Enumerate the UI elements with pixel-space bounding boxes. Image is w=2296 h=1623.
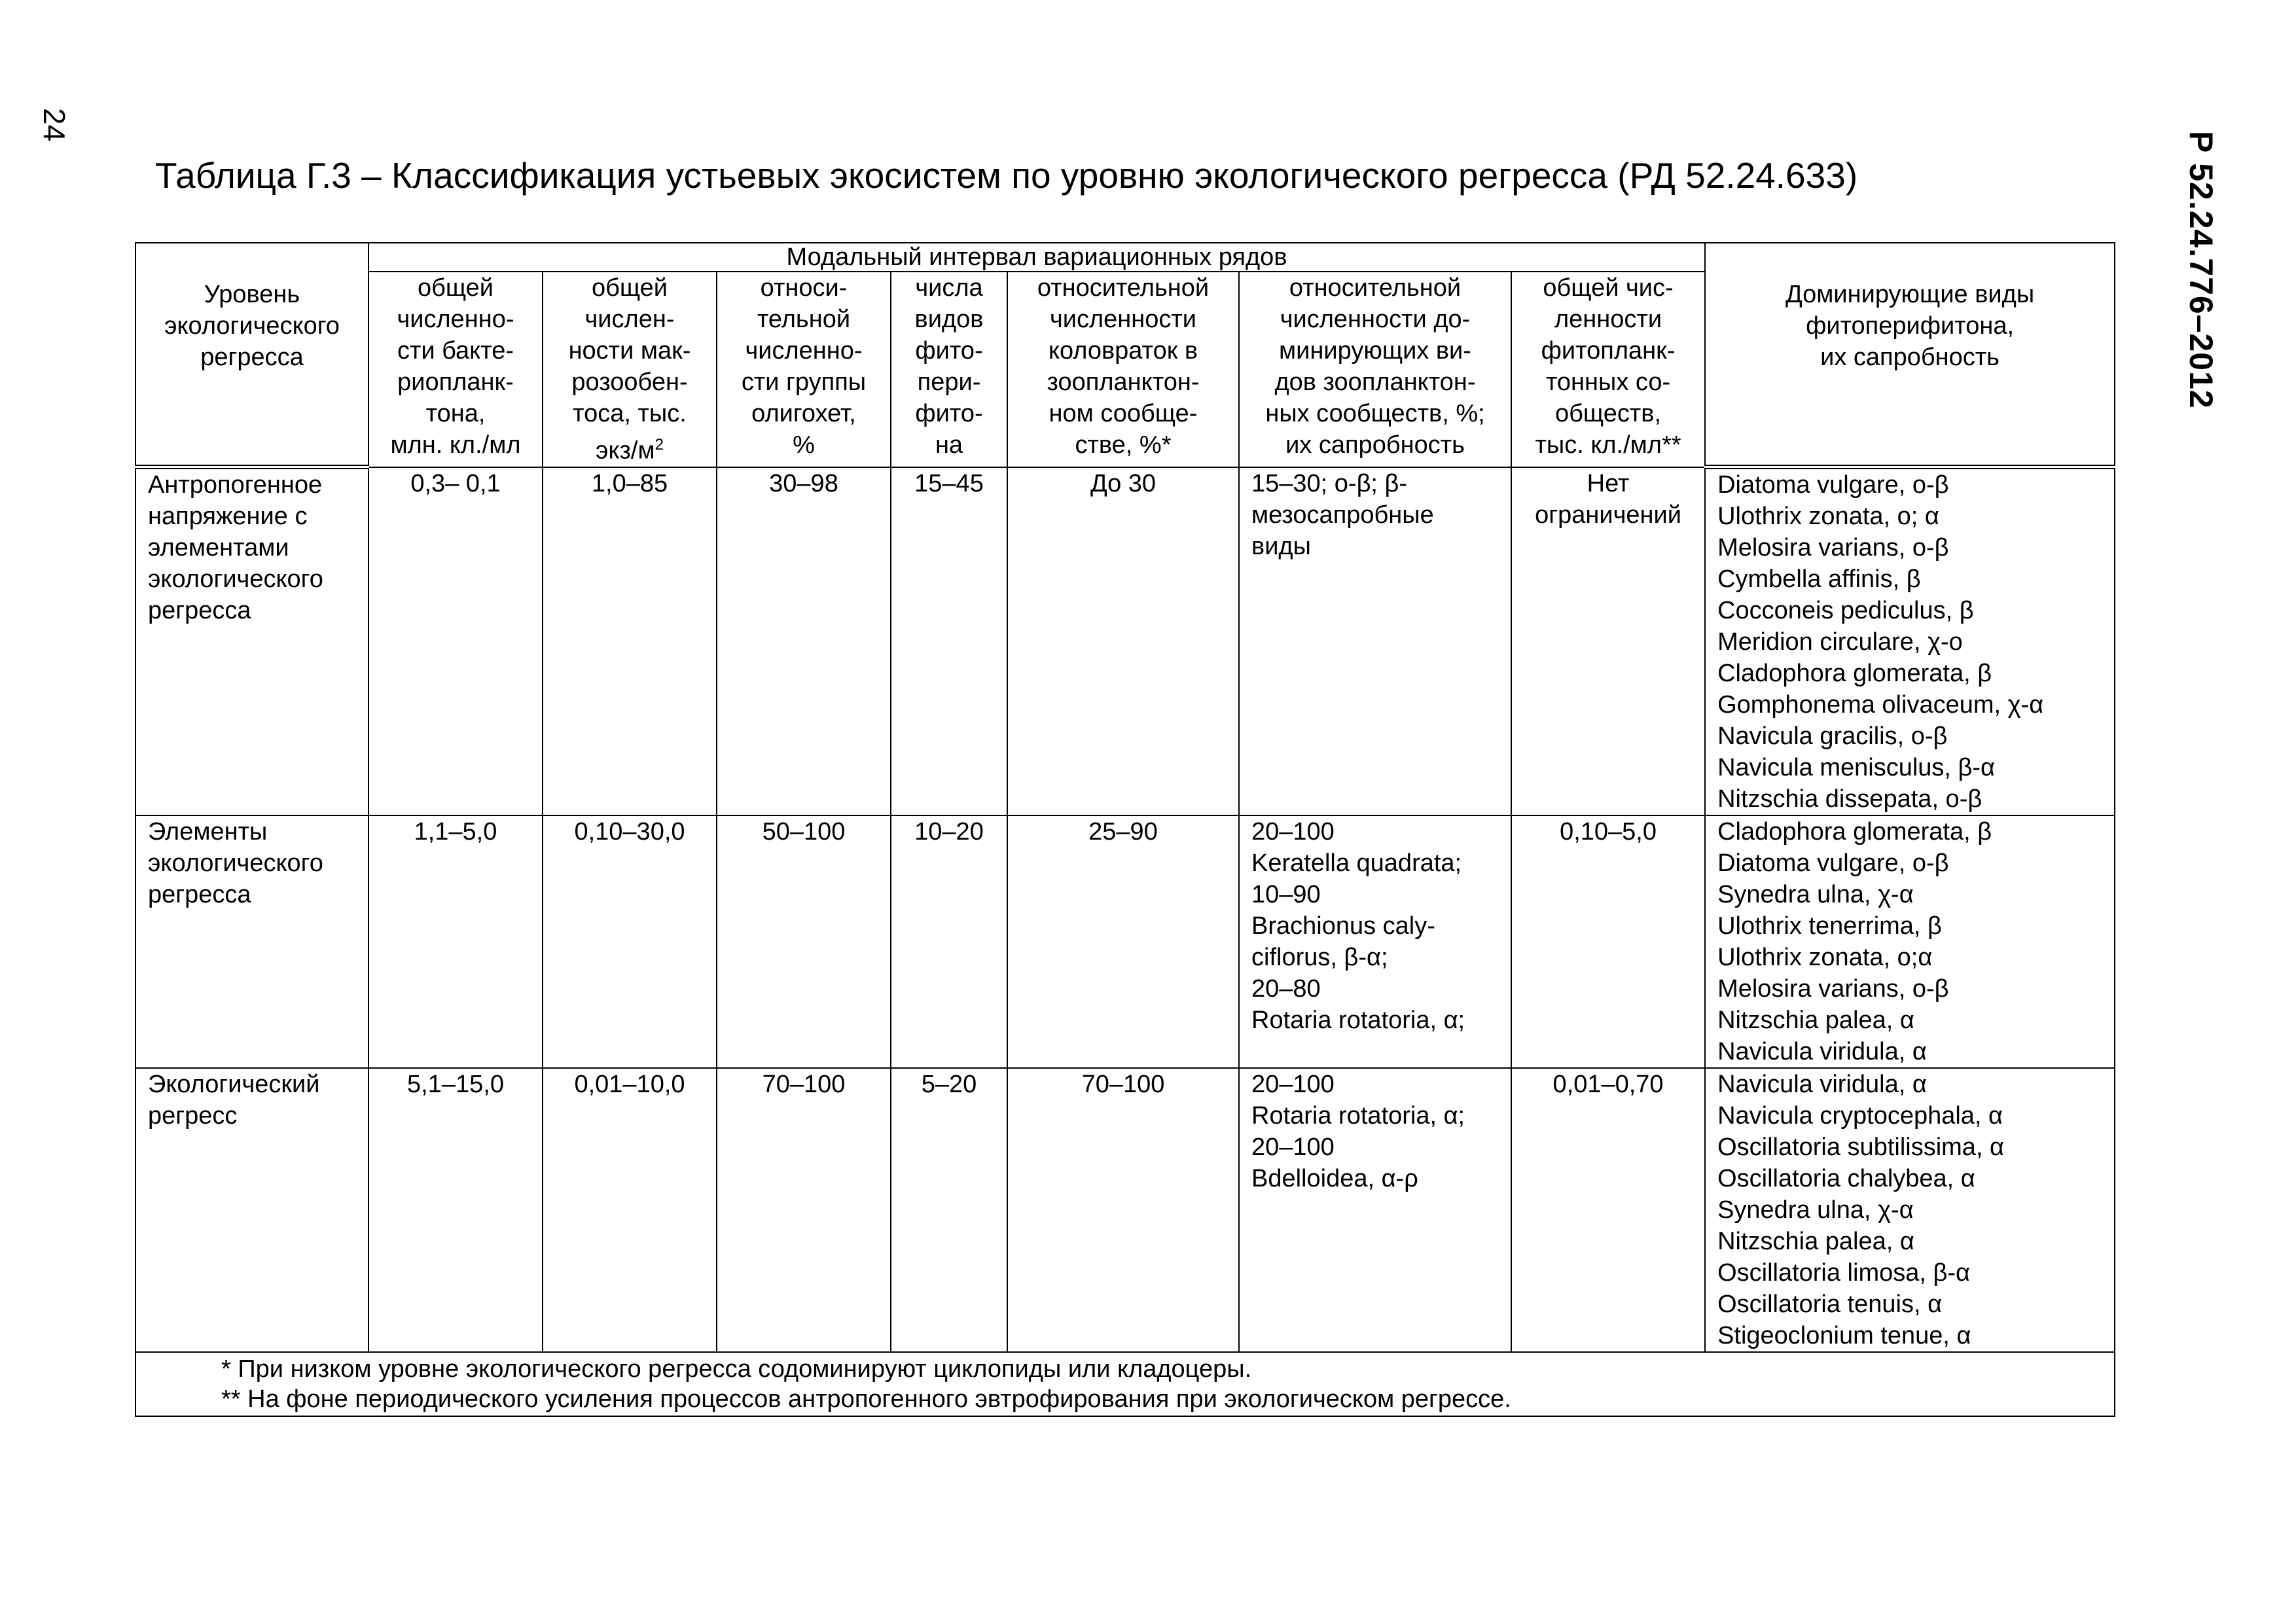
cell-level-line: регресса xyxy=(148,597,251,625)
cell-zooplankton-dominants-line: Rotaria rotatoria, α; xyxy=(1251,1007,1465,1035)
cell-oligochaeta: 30–98 xyxy=(717,467,891,816)
cell-rotifers: 25–90 xyxy=(1007,815,1239,1068)
header-level-line: Уровень xyxy=(204,281,300,308)
header-dominant-line: Доминирующие виды xyxy=(1785,281,2035,308)
header-macrozoobenthos xyxy=(543,272,717,467)
cell-oligochaeta: 50–100 xyxy=(717,815,891,1068)
cell-level xyxy=(135,815,368,1068)
cell-macrozoobenthos: 0,01–10,0 xyxy=(543,1068,717,1352)
cell-dominant-species-line: Ulothrix tenerrima, β xyxy=(1717,912,1942,940)
header-line: пери- xyxy=(917,368,981,396)
header-line: видов xyxy=(914,306,984,333)
header-line: на xyxy=(935,431,963,459)
cell-dominant-species-line: Oscillatoria subtilissima, α xyxy=(1717,1133,2005,1162)
header-line: ных сообществ, %; xyxy=(1265,400,1485,427)
cell-dominant-species-line: Melosira varians, о-β xyxy=(1717,975,1949,1003)
header-line: численности до- xyxy=(1280,306,1471,333)
cell-level xyxy=(135,467,368,816)
header-line: ленности xyxy=(1554,306,1662,333)
cell-phytoplankton-line: ограничений xyxy=(1535,501,1681,529)
cell-dominant-species-line: Melosira varians, о-β xyxy=(1717,534,1949,562)
table-row xyxy=(135,815,2115,1068)
header-level-line: экологического xyxy=(164,312,340,340)
cell-dominant-species-line: Synedra ulna, χ-α xyxy=(1717,1196,1914,1224)
header-line: фито- xyxy=(915,400,983,427)
header-line: относи- xyxy=(760,274,848,302)
cell-dominant-species-line: Cymbella affinis, β xyxy=(1717,565,1921,594)
cell-dominant-species-line: Ulothrix zonata, о; α xyxy=(1717,503,1939,531)
header-line: общей xyxy=(591,274,668,302)
cell-level-line: экологического xyxy=(148,565,323,594)
cell-zooplankton-dominants-line: 20–100 xyxy=(1251,1071,1335,1099)
cell-dominant-species-line: Navicula viridula, α xyxy=(1717,1071,1927,1099)
header-line: относительной xyxy=(1037,274,1210,302)
cell-level-line: Экологический xyxy=(148,1071,320,1099)
header-line xyxy=(548,429,711,467)
cell-zooplankton-dominants xyxy=(1239,467,1511,816)
cell-zooplankton-dominants-line: Brachionus caly- xyxy=(1251,912,1435,940)
cell-dominant-species-line: Cladophora glomerata, β xyxy=(1717,660,1992,688)
header-level xyxy=(135,243,368,467)
cell-dominant-species-line: Nitzschia palea, α xyxy=(1717,1007,1914,1035)
cell-bacterio: 0,3– 0,1 xyxy=(368,467,543,816)
header-line: численно- xyxy=(745,337,863,365)
cell-dominant-species-line: Stigeoclonium tenue, α xyxy=(1717,1322,1971,1350)
header-line: их сапробность xyxy=(1285,431,1465,459)
cell-zooplankton-dominants-line: ciflorus, β-α; xyxy=(1251,944,1388,972)
cell-level xyxy=(135,1068,368,1352)
cell-phytoplankton xyxy=(1511,467,1705,816)
header-line: тоса, тыс. xyxy=(573,400,687,427)
cell-dominant-species-line: Navicula cryptocephala, α xyxy=(1717,1102,2003,1130)
cell-phytoplankton-line: 0,01–0,70 xyxy=(1552,1071,1664,1099)
cell-level-line: Элементы xyxy=(148,818,268,846)
cell-zooplankton-dominants-line: Keratella quadrata; xyxy=(1251,849,1462,878)
cell-level-line: напряжение с xyxy=(148,503,308,531)
header-level-line: регресса xyxy=(200,344,304,371)
header-unit-exponent: 2 xyxy=(655,436,664,454)
header-line: зоопланктон- xyxy=(1047,368,1200,396)
cell-dominant-species-line: Synedra ulna, χ-α xyxy=(1717,881,1914,909)
cell-zooplankton-dominants-line: 20–100 xyxy=(1251,818,1335,846)
cell-bacterio: 1,1–5,0 xyxy=(368,815,543,1068)
cell-dominant-species-line: Gomphonema olivaceum, χ-α xyxy=(1717,691,2044,719)
cell-dominant-species-line: Diatoma vulgare, о-β xyxy=(1717,849,1949,878)
header-dominant-line: фитоперифитона, xyxy=(1806,312,2015,340)
header-line: фито- xyxy=(915,337,983,365)
cell-level-line: экологического xyxy=(148,849,323,878)
cell-dominant-species-line: Nitzschia palea, α xyxy=(1717,1228,1914,1256)
cell-zooplankton-dominants xyxy=(1239,815,1511,1068)
header-line: олигохет, xyxy=(751,400,856,427)
header-line: стве, %* xyxy=(1075,431,1172,459)
header-line: риопланк- xyxy=(397,368,514,396)
cell-phyto-species: 5–20 xyxy=(891,1068,1007,1352)
header-line: тыс. кл./мл** xyxy=(1535,431,1681,459)
header-line: общей xyxy=(417,274,494,302)
cell-oligochaeta: 70–100 xyxy=(717,1068,891,1352)
header-phytoplankton xyxy=(1511,272,1705,467)
cell-phytoplankton-line: Нет xyxy=(1587,469,1630,497)
document-code: Р 52.24.776–2012 xyxy=(2183,131,2219,409)
header-line: сти группы xyxy=(741,368,867,396)
cell-dominant-species-line: Navicula viridula, α xyxy=(1717,1038,1927,1066)
classification-table xyxy=(135,242,2115,1417)
cell-level-line: Антропогенное xyxy=(148,471,323,499)
table-row xyxy=(135,467,2115,816)
cell-zooplankton-dominants-line: Rotaria rotatoria, α; xyxy=(1251,1102,1465,1130)
cell-zooplankton-dominants-line: 20–100 xyxy=(1251,1133,1335,1162)
cell-phytoplankton xyxy=(1511,1068,1705,1352)
cell-dominant-species-line: Nitzschia dissepata, о-β xyxy=(1717,785,1982,813)
cell-zooplankton-dominants-line: 15–30; о-β; β- xyxy=(1251,469,1408,497)
cell-bacterio: 5,1–15,0 xyxy=(368,1068,543,1352)
header-line: коловраток в xyxy=(1048,337,1198,365)
header-line: тельной xyxy=(757,306,851,333)
cell-dominant-species xyxy=(1705,815,2115,1068)
table-row xyxy=(135,1068,2115,1352)
cell-phyto-species: 10–20 xyxy=(891,815,1007,1068)
header-line: ности мак- xyxy=(568,337,691,365)
header-line: численности xyxy=(1049,306,1197,333)
header-line: минирующих ви- xyxy=(1279,337,1471,365)
cell-phyto-species: 15–45 xyxy=(891,467,1007,816)
table-footnotes xyxy=(135,1352,2115,1416)
header-unit: экз/м xyxy=(596,437,655,465)
header-oligochaeta xyxy=(717,272,891,467)
cell-zooplankton-dominants xyxy=(1239,1068,1511,1352)
header-line: общей чис- xyxy=(1543,274,1674,302)
header-line: тонных со- xyxy=(1545,368,1671,396)
header-line: численно- xyxy=(397,306,514,333)
cell-dominant-species-line: Cladophora glomerata, β xyxy=(1717,818,1992,846)
cell-level-line: элементами xyxy=(148,534,289,562)
cell-macrozoobenthos: 1,0–85 xyxy=(543,467,717,816)
cell-zooplankton-dominants-line: 10–90 xyxy=(1251,881,1321,909)
cell-dominant-species-line: Ulothrix zonata, о;α xyxy=(1717,944,1933,972)
cell-phytoplankton-line: 0,10–5,0 xyxy=(1560,818,1657,846)
header-line: обществ, xyxy=(1555,400,1662,427)
cell-zooplankton-dominants-line: виды xyxy=(1251,532,1311,560)
header-rotifers xyxy=(1007,272,1239,467)
cell-zooplankton-dominants-line: мезосапробные xyxy=(1251,501,1434,529)
header-line: розообен- xyxy=(571,368,688,396)
header-modal-interval: Модальный интервал вариационных рядов xyxy=(368,243,1705,272)
footnote-1: * При низком уровне экологического регресса содоминируют циклопиды или кладоцеры. xyxy=(221,1355,1252,1383)
footnote-2: ** На фоне периодического усиления процессов антропогенного эвтрофирования при экологическом регрессе. xyxy=(221,1385,1511,1414)
header-line: фитопланк- xyxy=(1541,337,1676,365)
header-dominant-species xyxy=(1705,243,2115,467)
cell-zooplankton-dominants-line: 20–80 xyxy=(1251,975,1321,1003)
header-line: тона, xyxy=(425,400,486,427)
header-line: числен- xyxy=(584,306,675,333)
cell-dominant-species xyxy=(1705,467,2115,816)
cell-dominant-species-line: Navicula gracilis, о-β xyxy=(1717,722,1948,751)
cell-rotifers: До 30 xyxy=(1007,467,1239,816)
cell-dominant-species-line: Navicula menisculus, β-α xyxy=(1717,754,1996,782)
header-line: дов зоопланктон- xyxy=(1274,368,1476,396)
cell-dominant-species-line: Oscillatoria tenuis, α xyxy=(1717,1291,1943,1319)
cell-rotifers: 70–100 xyxy=(1007,1068,1239,1352)
header-line: относительной xyxy=(1289,274,1462,302)
header-line: млн. кл./мл xyxy=(390,431,521,459)
header-dominant-line: их сапробность xyxy=(1820,344,2000,371)
page-number: 24 xyxy=(37,108,71,142)
cell-phytoplankton xyxy=(1511,815,1705,1068)
cell-dominant-species-line: Diatoma vulgare, о-β xyxy=(1717,471,1949,499)
cell-level-line: регресса xyxy=(148,881,251,909)
header-line: числа xyxy=(915,274,983,302)
cell-zooplankton-dominants-line: Bdelloidea, α-ρ xyxy=(1251,1165,1418,1193)
header-zooplankton-dominants xyxy=(1239,272,1511,467)
cell-dominant-species-line: Oscillatoria chalybea, α xyxy=(1717,1165,1975,1193)
header-bacterioplankton xyxy=(368,272,543,467)
header-line: % xyxy=(793,431,815,459)
cell-dominant-species-line: Oscillatoria limosa, β-α xyxy=(1717,1259,1970,1287)
cell-dominant-species xyxy=(1705,1068,2115,1352)
cell-macrozoobenthos: 0,10–30,0 xyxy=(543,815,717,1068)
cell-level-line: регресс xyxy=(148,1102,238,1130)
cell-dominant-species-line: Cocconeis pediculus, β xyxy=(1717,597,1974,625)
header-line: сти бакте- xyxy=(397,337,514,365)
table-title: Таблица Г.3 – Классификация устьевых экосистем по уровню экологического регресса (РД 52.24.633) xyxy=(155,155,1858,196)
cell-dominant-species-line: Meridion circulare, χ-о xyxy=(1717,628,1963,656)
header-line: ном сообще- xyxy=(1049,400,1198,427)
header-phyto-species xyxy=(891,272,1007,467)
